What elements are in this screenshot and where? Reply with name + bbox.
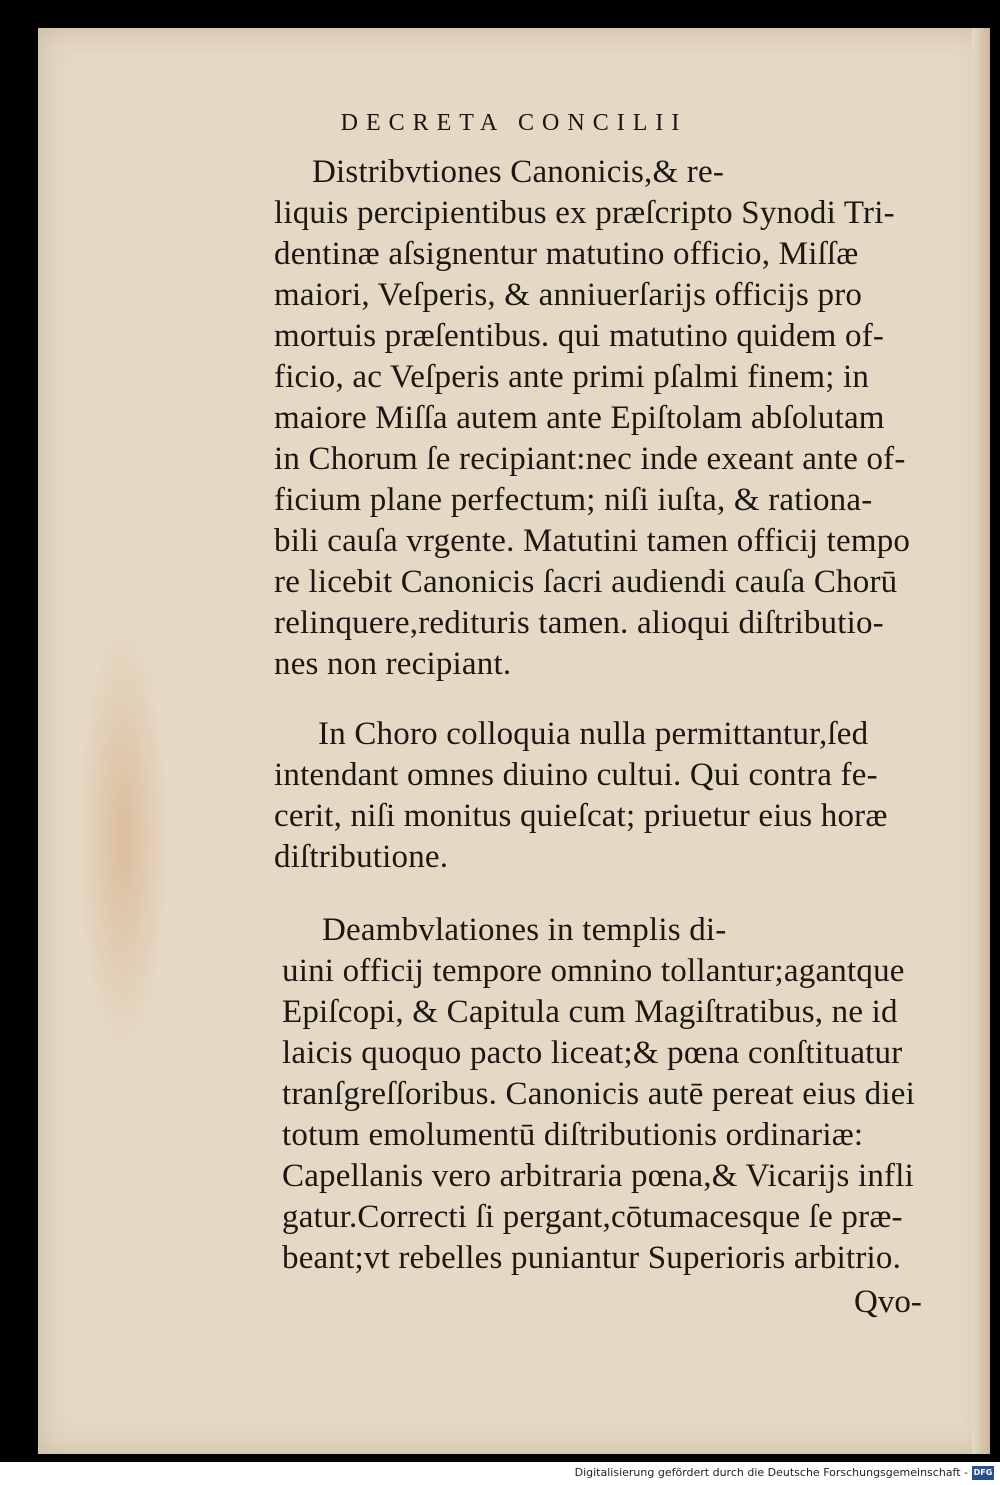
text-line: laicis quoquo pacto liceat;& pœna conſtituatur	[282, 1035, 903, 1071]
footer-bar	[0, 1462, 1000, 1485]
text-line: re licebit Canonicis ſacri audiendi cauſa Chorū	[274, 564, 898, 600]
text-line: liquis percipientibus ex præſcripto Synodi Tri-	[274, 195, 895, 231]
running-head: DECRETA CONCILII	[340, 110, 688, 136]
text-line: ficio, ac Veſperis ante primi pſalmi finem; in	[274, 359, 870, 395]
text-line: nes non recipiant.	[274, 646, 512, 682]
text-line: mortuis præſentibus. qui matutino quidem of-	[274, 318, 885, 354]
text-line: ficium plane perfectum; niſi iuſta, & rationa-	[274, 482, 873, 518]
page-edge	[972, 28, 990, 1454]
text-line: gatur.Correcti ſi pergant,cōtumacesque ſe præ-	[282, 1199, 903, 1235]
text-line: Distribvtiones Canonicis,& re-	[312, 154, 725, 190]
page-stain	[78, 628, 168, 1048]
text-line: cerit, niſi monitus quieſcat; priuetur eius horæ	[274, 798, 888, 834]
text-line: totum emolumentū diſtributionis ordinariæ:	[282, 1117, 864, 1153]
text-line: Capellanis vero arbitraria pœna,& Vicarijs infli	[282, 1158, 914, 1194]
text-line: In Choro colloquia nulla permittantur,ſed	[318, 716, 869, 752]
text-line: Deambvlationes in templis di-	[322, 912, 727, 948]
catchword: Qvo-	[854, 1284, 922, 1320]
text-line: maiore Miſſa autem ante Epiſtolam abſolutam	[274, 400, 885, 436]
dfg-logo: DFG	[972, 1466, 994, 1480]
funding-credit: Digitalisierung gefördert durch die Deutsche Forschungsgemeinschaft -	[574, 1466, 968, 1479]
text-line: intendant omnes diuino cultui. Qui contra fe-	[274, 757, 878, 793]
text-line: diſtributione.	[274, 839, 449, 875]
text-line: maiori, Veſperis, & anniuerſarijs officijs pro	[274, 277, 863, 313]
text-line: uini officij tempore omnino tollantur;agantque	[282, 953, 905, 989]
text-line: in Chorum ſe recipiant:nec inde exeant ante of-	[274, 441, 906, 477]
text-line: Epiſcopi, & Capitula cum Magiſtratibus, ne id	[282, 994, 898, 1030]
text-line: tranſgreſſoribus. Canonicis autē pereat eius diei	[282, 1076, 915, 1112]
text-line: dentinæ aſsignentur matutino officio, Miſſæ	[274, 236, 859, 272]
book-page	[38, 28, 990, 1454]
text-line: bili cauſa vrgente. Matutini tamen officij tempo	[274, 523, 911, 559]
text-line: relinquere,redituris tamen. alioqui diſtributio-	[274, 605, 884, 641]
text-line: beant;vt rebelles puniantur Superioris arbitrio.	[282, 1240, 902, 1276]
